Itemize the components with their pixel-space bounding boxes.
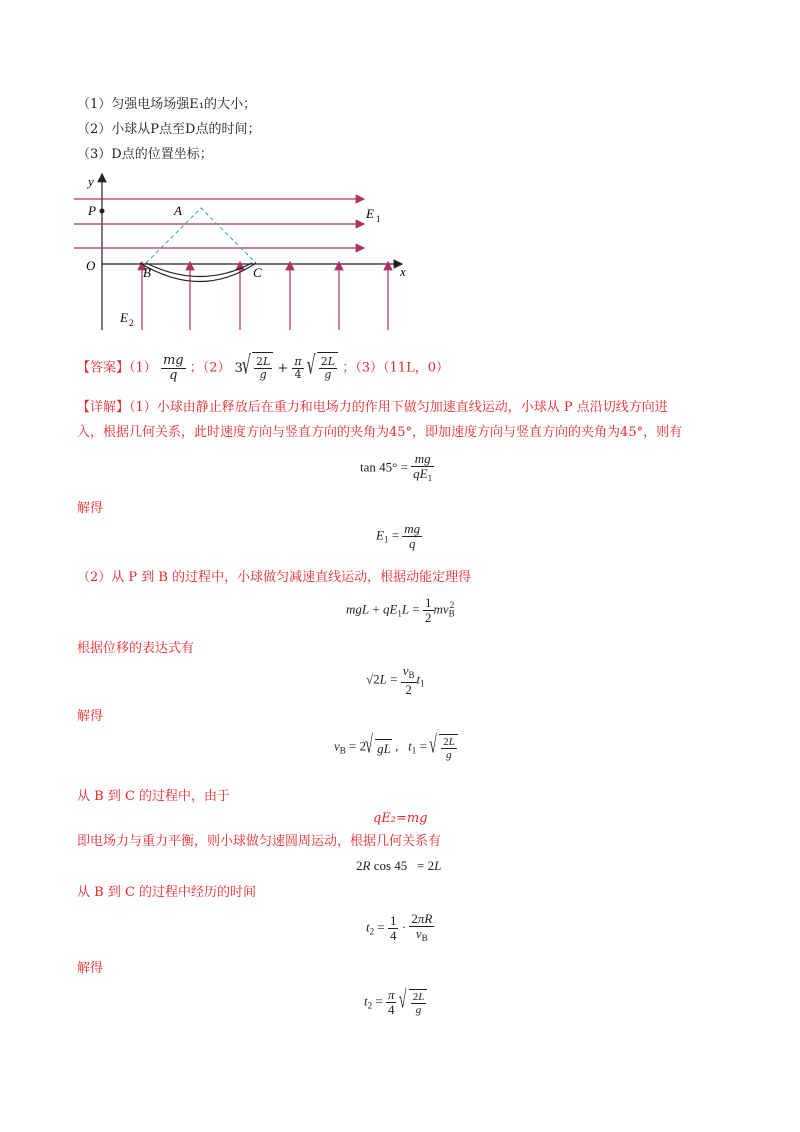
svg-text:C: C (253, 265, 262, 280)
part-2: （2）从 P 到 B 的过程中，小球做匀减速直线运动，根据动能定理得 (77, 570, 472, 585)
answer-line: 【答案】（1） $\frac{mg}{q}$ ；（2） 3 √ $\frac{2L}{g}$ + $\frac{\pi}{4}$ √ $\frac{2L}{g}$ ；（3）（11L，0） (77, 352, 449, 384)
svg-text:1: 1 (376, 214, 381, 224)
bc-3: 从 B 到 C 的过程中经历的时间 (77, 885, 257, 900)
svg-text:2: 2 (129, 318, 134, 328)
bc-2: 即电场力与重力平衡，则小球做匀速圆周运动，根据几何关系有 (77, 834, 442, 849)
eq-geometry: 2R cos 45 = 2L (356, 858, 442, 873)
svg-text:x: x (400, 264, 406, 279)
eq-displacement: √2L = $\frac{v_B}{2}$ $t_1$ (366, 663, 425, 697)
eq-balance: qE₂=mg (373, 811, 428, 826)
question-2: （2）小球从P点至D点的时间； (77, 122, 261, 137)
svg-text:E: E (366, 206, 374, 221)
svg-text:y: y (88, 174, 94, 189)
eq-energy: mgL + $qE_1L$ = $\frac{1}{2}$ $mv_B^2$ (346, 595, 455, 625)
field-diagram (70, 168, 420, 336)
svg-text:A: A (174, 203, 182, 218)
question-1: （1）匀强电场场强E₁的大小； (77, 97, 256, 112)
eq-e1: $E_1$ = $\frac{mg}{q}$ (376, 521, 421, 551)
eq-vb-t1: $v_B = 2√$ gL , $t_1$ = √ $\frac{2L}{g}$ (334, 734, 458, 761)
bc-1: 从 B 到 C 的过程中，由于 (77, 789, 231, 804)
question-3: （3）D点的位置坐标； (77, 147, 213, 162)
solve-2: 解得 (77, 709, 104, 724)
detail-line-1: 【详解】（1）小球由静止释放后在重力和电场力的作用下做匀加速直线运动，小球从 P 点沿切线方向进 (77, 400, 668, 415)
disp-text: 根据位移的表达式有 (77, 641, 195, 656)
svg-text:O: O (86, 258, 96, 273)
solve-3: 解得 (77, 961, 104, 976)
solve-1: 解得 (77, 501, 104, 516)
svg-text:E: E (120, 310, 128, 325)
svg-text:P: P (88, 203, 96, 218)
answer-tag: 【答案】 (77, 360, 130, 376)
detail-line-2: 入，根据几何关系，此时速度方向与竖直方向的夹角为45°，即加速度方向与竖直方向的夹角为45°，则有 (77, 425, 683, 440)
eq-t2-result: $t_2$ = $\frac{\pi}{4}$ √ $\frac{2L}{g}$ (364, 988, 427, 1017)
svg-text:B: B (143, 265, 151, 280)
eq-t2: $t_2$ = $\frac{1}{4}$ · $\frac{2\pi R}{v_B}$ (366, 911, 433, 943)
eq-tan45: tan 45° = $\frac{mg}{qE_1}$ (360, 451, 433, 483)
